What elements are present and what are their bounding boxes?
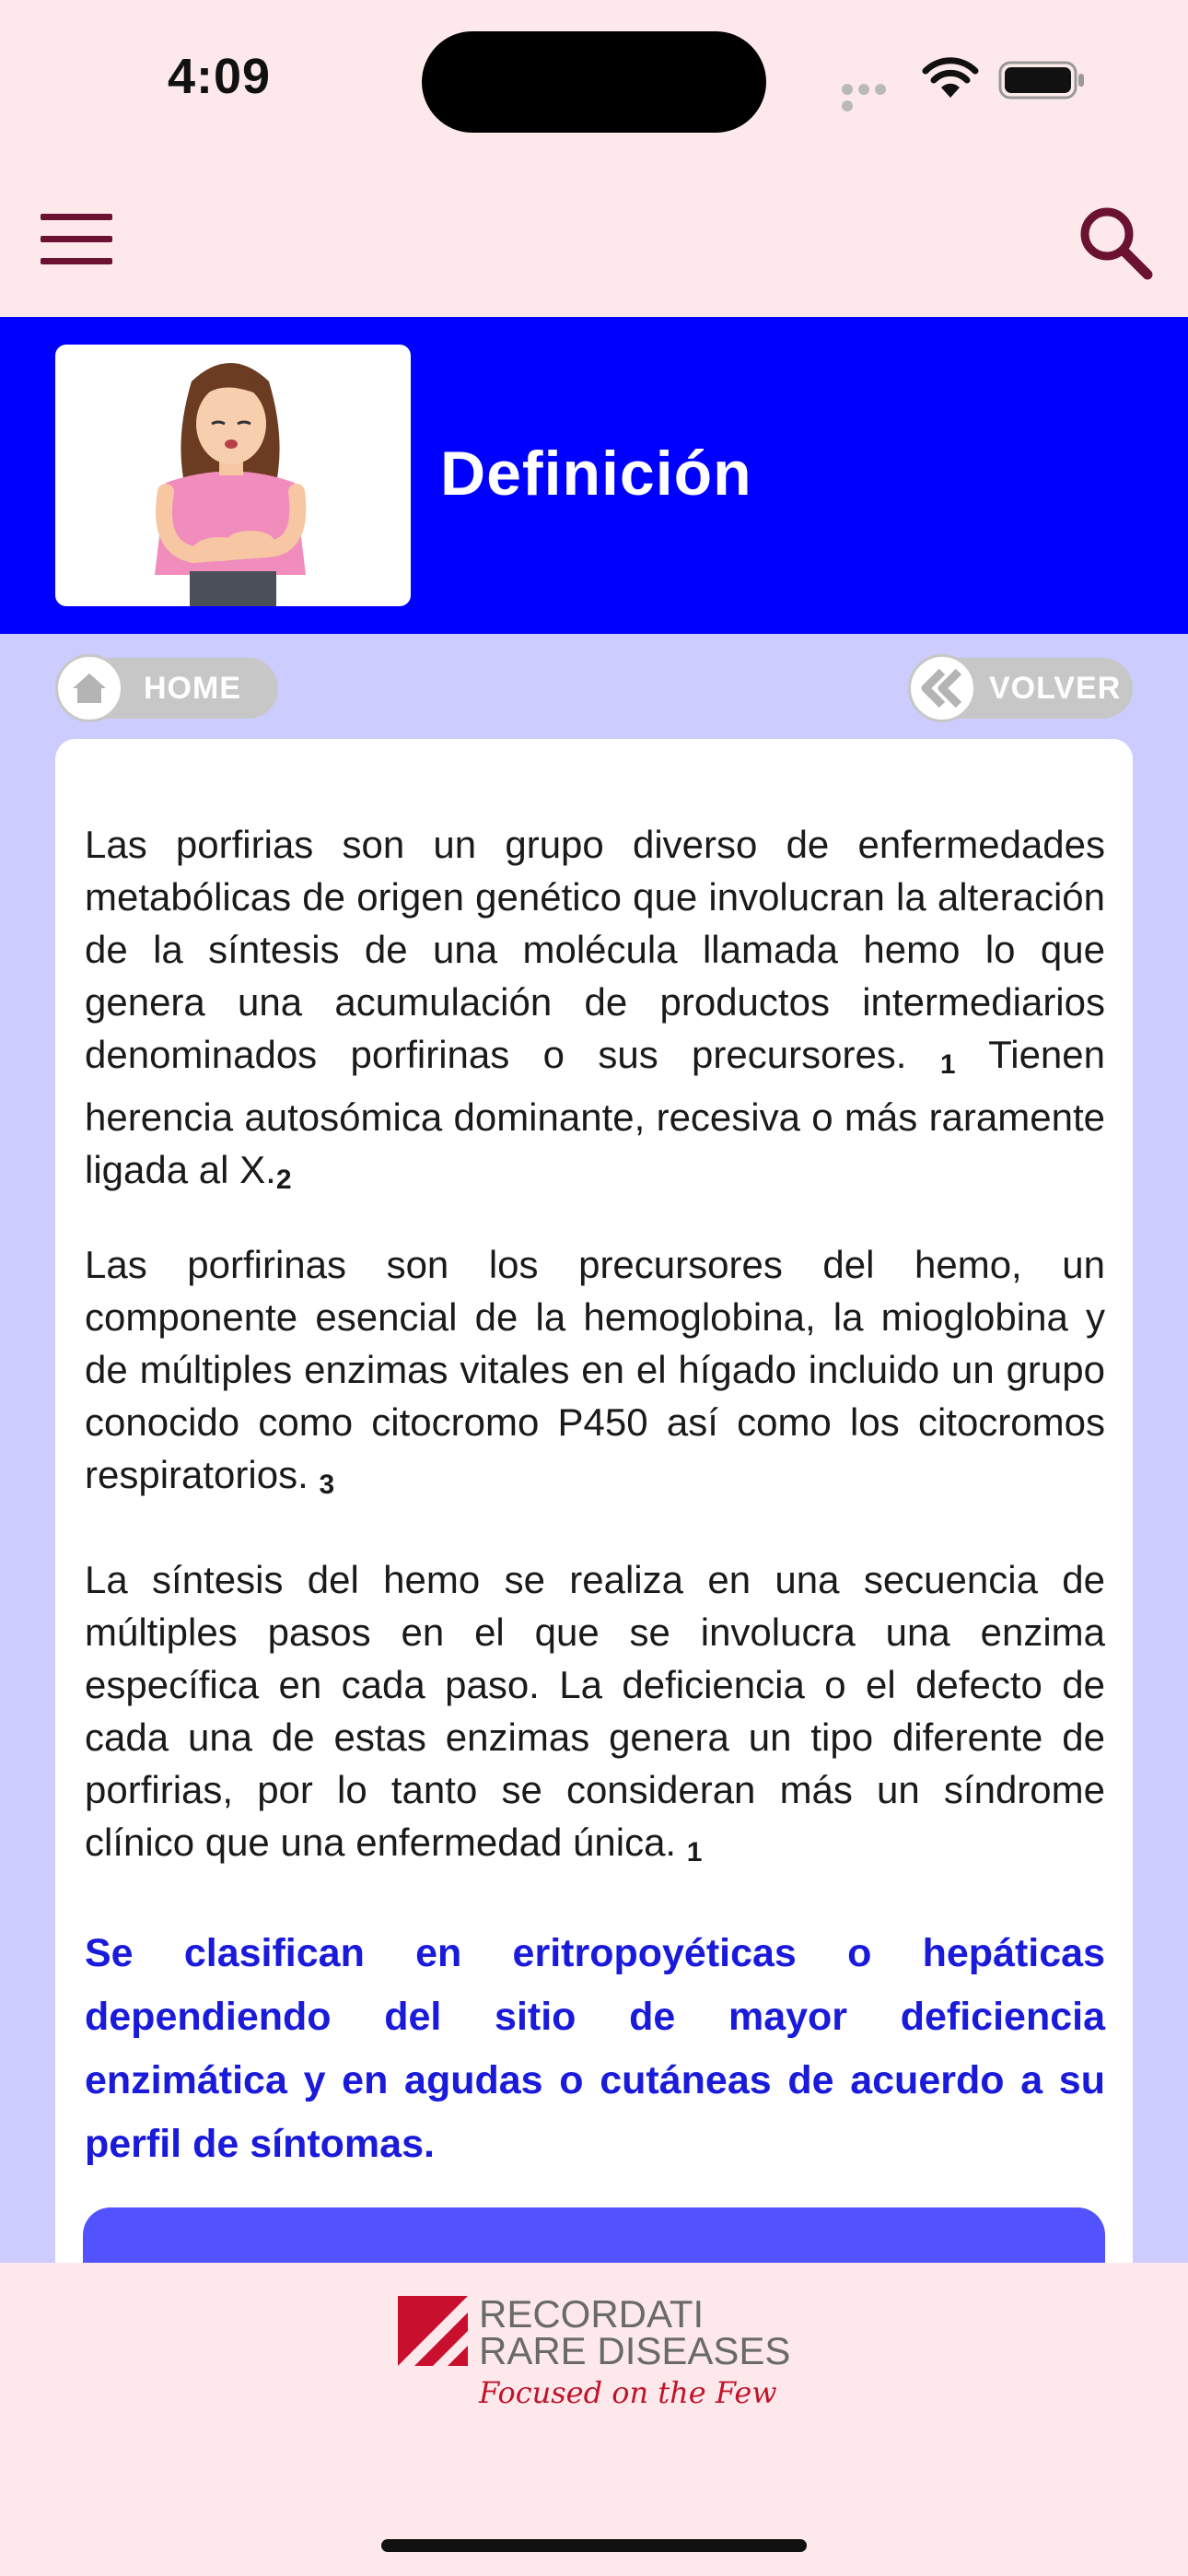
woman-stomachache-illustration <box>55 345 411 606</box>
content-card <box>55 739 1133 2305</box>
page-title: Definición <box>440 439 752 509</box>
reference-marker: 3 <box>319 1469 335 1500</box>
home-label: HOME <box>144 671 241 706</box>
search-icon[interactable] <box>1076 203 1153 280</box>
back-label: VOLVER <box>989 671 1122 706</box>
hamburger-menu-icon[interactable] <box>41 214 112 265</box>
classification-highlight: Se clasifican en eritropoyéticas o hepáticas dependiendo del sitio de mayor deficiencia enzimática y en agudas o cutáneas de acuerdo a su perfil de síntomas. <box>85 1931 1105 2166</box>
paragraph-heme-synthesis <box>85 1553 1105 1879</box>
cellular-signal-icon <box>842 83 906 96</box>
reference-marker: 1 <box>686 1837 703 1868</box>
recordati-logo-icon <box>396 2294 470 2368</box>
home-button[interactable] <box>57 658 278 719</box>
paragraph-definition <box>85 818 1105 1206</box>
paragraph-3-text: La síntesis del hemo se realiza en una secuencia de múltiples pasos en el que se involucra una enzima específica en cada paso. La deficiencia o el defecto de cada una de estas enzimas genera un tipo diferente de porfirias, por lo tanto se consideran más un síndrome clínico que una enfermedad única. <box>85 1558 1105 1864</box>
home-icon <box>55 654 123 722</box>
brand-tagline: Focused on the Few <box>479 2375 777 2410</box>
hero-illustration <box>55 345 411 606</box>
paragraph-2-text: Las porfirinas son los precursores del hemo, un componente esencial de la hemoglobina, la mioglobina y de múltiples enzimas vitales en el hígado incluido un grupo conocido como citocromo P450 así como los citocromos respiratorios. <box>85 1243 1105 1496</box>
brand-subtitle: RARE DISEASES <box>479 2329 791 2372</box>
double-chevron-left-icon <box>908 654 976 722</box>
wifi-icon <box>921 57 980 100</box>
reference-marker: 1 <box>939 1049 956 1080</box>
back-button[interactable] <box>910 658 1133 719</box>
paragraph-porphyrins <box>85 1238 1105 1511</box>
paragraph-1-text-cont: Tienen herencia autosómica dominante, recesiva o más raramente ligada al X. <box>85 1033 1106 1191</box>
brand-name: RECORDATI <box>479 2292 705 2336</box>
battery-icon <box>998 61 1087 100</box>
paragraph-1-text: Las porfirias son un grupo diverso de enfermedades metabólicas de origen genético que involucran la alteración de la síntesis de una molécula llamada hemo lo que genera una acumulación de productos intermediarios denominados porfirinas o sus precursores. <box>85 823 1105 1076</box>
status-time: 4:09 <box>168 49 272 104</box>
reference-marker: 2 <box>275 1165 292 1195</box>
dynamic-island <box>422 31 766 133</box>
home-indicator[interactable] <box>381 2539 807 2552</box>
